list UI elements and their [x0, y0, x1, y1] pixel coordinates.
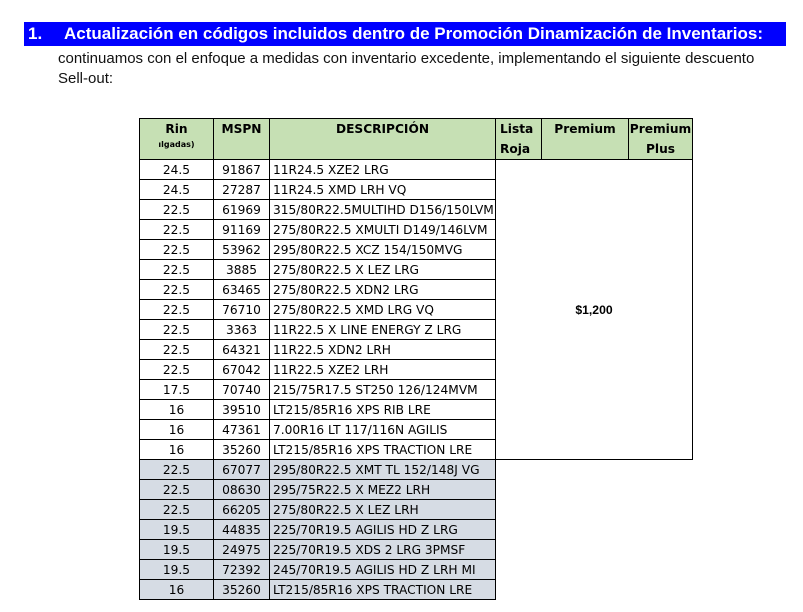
- price-cell: $1,200: [496, 160, 693, 460]
- cell-descripcion: 225/70R19.5 XDS 2 LRG 3PMSF: [270, 540, 496, 560]
- intro-paragraph: continuamos con el enfoque a medidas con inventario excedente, implementando el siguiente descuento Sell-out:: [58, 50, 755, 87]
- cell-mspn: 35260: [214, 440, 270, 460]
- cell-rin: 22.5: [140, 500, 214, 520]
- cell-descripcion: LT215/85R16 XPS TRACTION LRE: [270, 440, 496, 460]
- cell-rin: 19.5: [140, 540, 214, 560]
- cell-rin: 17.5: [140, 380, 214, 400]
- table-row: [140, 460, 693, 480]
- cell-descripcion: 11R22.5 XDN2 LRH: [270, 340, 496, 360]
- cell-mspn: 72392: [214, 560, 270, 580]
- cell-mspn: 35260: [214, 580, 270, 600]
- cell-mspn: 91169: [214, 220, 270, 240]
- section-heading: [24, 22, 786, 46]
- cell-rin: 19.5: [140, 560, 214, 580]
- cell-rin: 22.5: [140, 200, 214, 220]
- table-row: [140, 160, 693, 180]
- cell-mspn: 64321: [214, 340, 270, 360]
- header-rin: Rin ılgadas): [140, 119, 214, 160]
- table-header-row: [140, 119, 693, 160]
- cell-rin: 22.5: [140, 360, 214, 380]
- cell-descripcion: LT215/85R16 XPS RIB LRE: [270, 400, 496, 420]
- cell-mspn: 66205: [214, 500, 270, 520]
- cell-rin: 22.5: [140, 240, 214, 260]
- cell-descripcion: 225/70R19.5 AGILIS HD Z LRG: [270, 520, 496, 540]
- cell-mspn: 39510: [214, 400, 270, 420]
- cell-rin: 22.5: [140, 260, 214, 280]
- cell-mspn: 24975: [214, 540, 270, 560]
- cell-descripcion: 11R24.5 XZE2 LRG: [270, 160, 496, 180]
- cell-descripcion: 295/80R22.5 XMT TL 152/148J VG: [270, 460, 496, 480]
- cell-mspn: 3363: [214, 320, 270, 340]
- cell-rin: 19.5: [140, 520, 214, 540]
- cell-mspn: 63465: [214, 280, 270, 300]
- cell-mspn: 67077: [214, 460, 270, 480]
- cell-mspn: 3885: [214, 260, 270, 280]
- section-number: 1.: [28, 24, 43, 43]
- cell-descripcion: 275/80R22.5 X LEZ LRH: [270, 500, 496, 520]
- cell-descripcion: LT215/85R16 XPS TRACTION LRE: [270, 580, 496, 600]
- cell-rin: 22.5: [140, 280, 214, 300]
- cell-descripcion: 295/80R22.5 XCZ 154/150MVG: [270, 240, 496, 260]
- header-premium-plus: Premium Plus: [629, 119, 693, 160]
- cell-descripcion: 295/75R22.5 X MEZ2 LRH: [270, 480, 496, 500]
- table-body: [140, 160, 693, 600]
- cell-descripcion: 11R22.5 XZE2 LRH: [270, 360, 496, 380]
- cell-mspn: 61969: [214, 200, 270, 220]
- cell-mspn: 44835: [214, 520, 270, 540]
- cell-descripcion: 275/80R22.5 XMD LRG VQ: [270, 300, 496, 320]
- cell-mspn: 91867: [214, 160, 270, 180]
- cell-mspn: 70740: [214, 380, 270, 400]
- cell-rin: 22.5: [140, 220, 214, 240]
- cell-descripcion: 275/80R22.5 XDN2 LRG: [270, 280, 496, 300]
- cell-rin: 22.5: [140, 480, 214, 500]
- cell-mspn: 53962: [214, 240, 270, 260]
- tire-codes-table: [139, 118, 693, 600]
- cell-rin: 16: [140, 440, 214, 460]
- cell-rin: 22.5: [140, 300, 214, 320]
- cell-rin: 16: [140, 580, 214, 600]
- cell-rin: 16: [140, 420, 214, 440]
- cell-descripcion: 315/80R22.5MULTIHD D156/150LVM: [270, 200, 496, 220]
- cell-descripcion: 11R24.5 XMD LRH VQ: [270, 180, 496, 200]
- cell-mspn: 67042: [214, 360, 270, 380]
- cell-descripcion: 275/80R22.5 XMULTI D149/146LVM: [270, 220, 496, 240]
- cell-descripcion: 215/75R17.5 ST250 126/124MVM: [270, 380, 496, 400]
- cell-mspn: 08630: [214, 480, 270, 500]
- cell-descripcion: 7.00R16 LT 117/116N AGILIS: [270, 420, 496, 440]
- header-lista-roja: Lista Roja: [496, 119, 542, 160]
- header-mspn: MSPN: [214, 119, 270, 160]
- cell-descripcion: 11R22.5 X LINE ENERGY Z LRG: [270, 320, 496, 340]
- cell-mspn: 76710: [214, 300, 270, 320]
- cell-descripcion: 275/80R22.5 X LEZ LRG: [270, 260, 496, 280]
- cell-descripcion: 245/70R19.5 AGILIS HD Z LRH MI: [270, 560, 496, 580]
- header-descripcion: DESCRIPCIÓN: [270, 119, 496, 160]
- section-title: Actualización en códigos incluidos dentro de Promoción Dinamización de Inventarios:: [64, 24, 763, 43]
- cell-rin: 24.5: [140, 180, 214, 200]
- cell-rin: 22.5: [140, 340, 214, 360]
- cell-rin: 16: [140, 400, 214, 420]
- cell-rin: 24.5: [140, 160, 214, 180]
- cell-mspn: 27287: [214, 180, 270, 200]
- header-premium: Premium: [542, 119, 629, 160]
- cell-rin: 22.5: [140, 320, 214, 340]
- cell-mspn: 47361: [214, 420, 270, 440]
- empty-price-area: [496, 460, 693, 600]
- cell-rin: 22.5: [140, 460, 214, 480]
